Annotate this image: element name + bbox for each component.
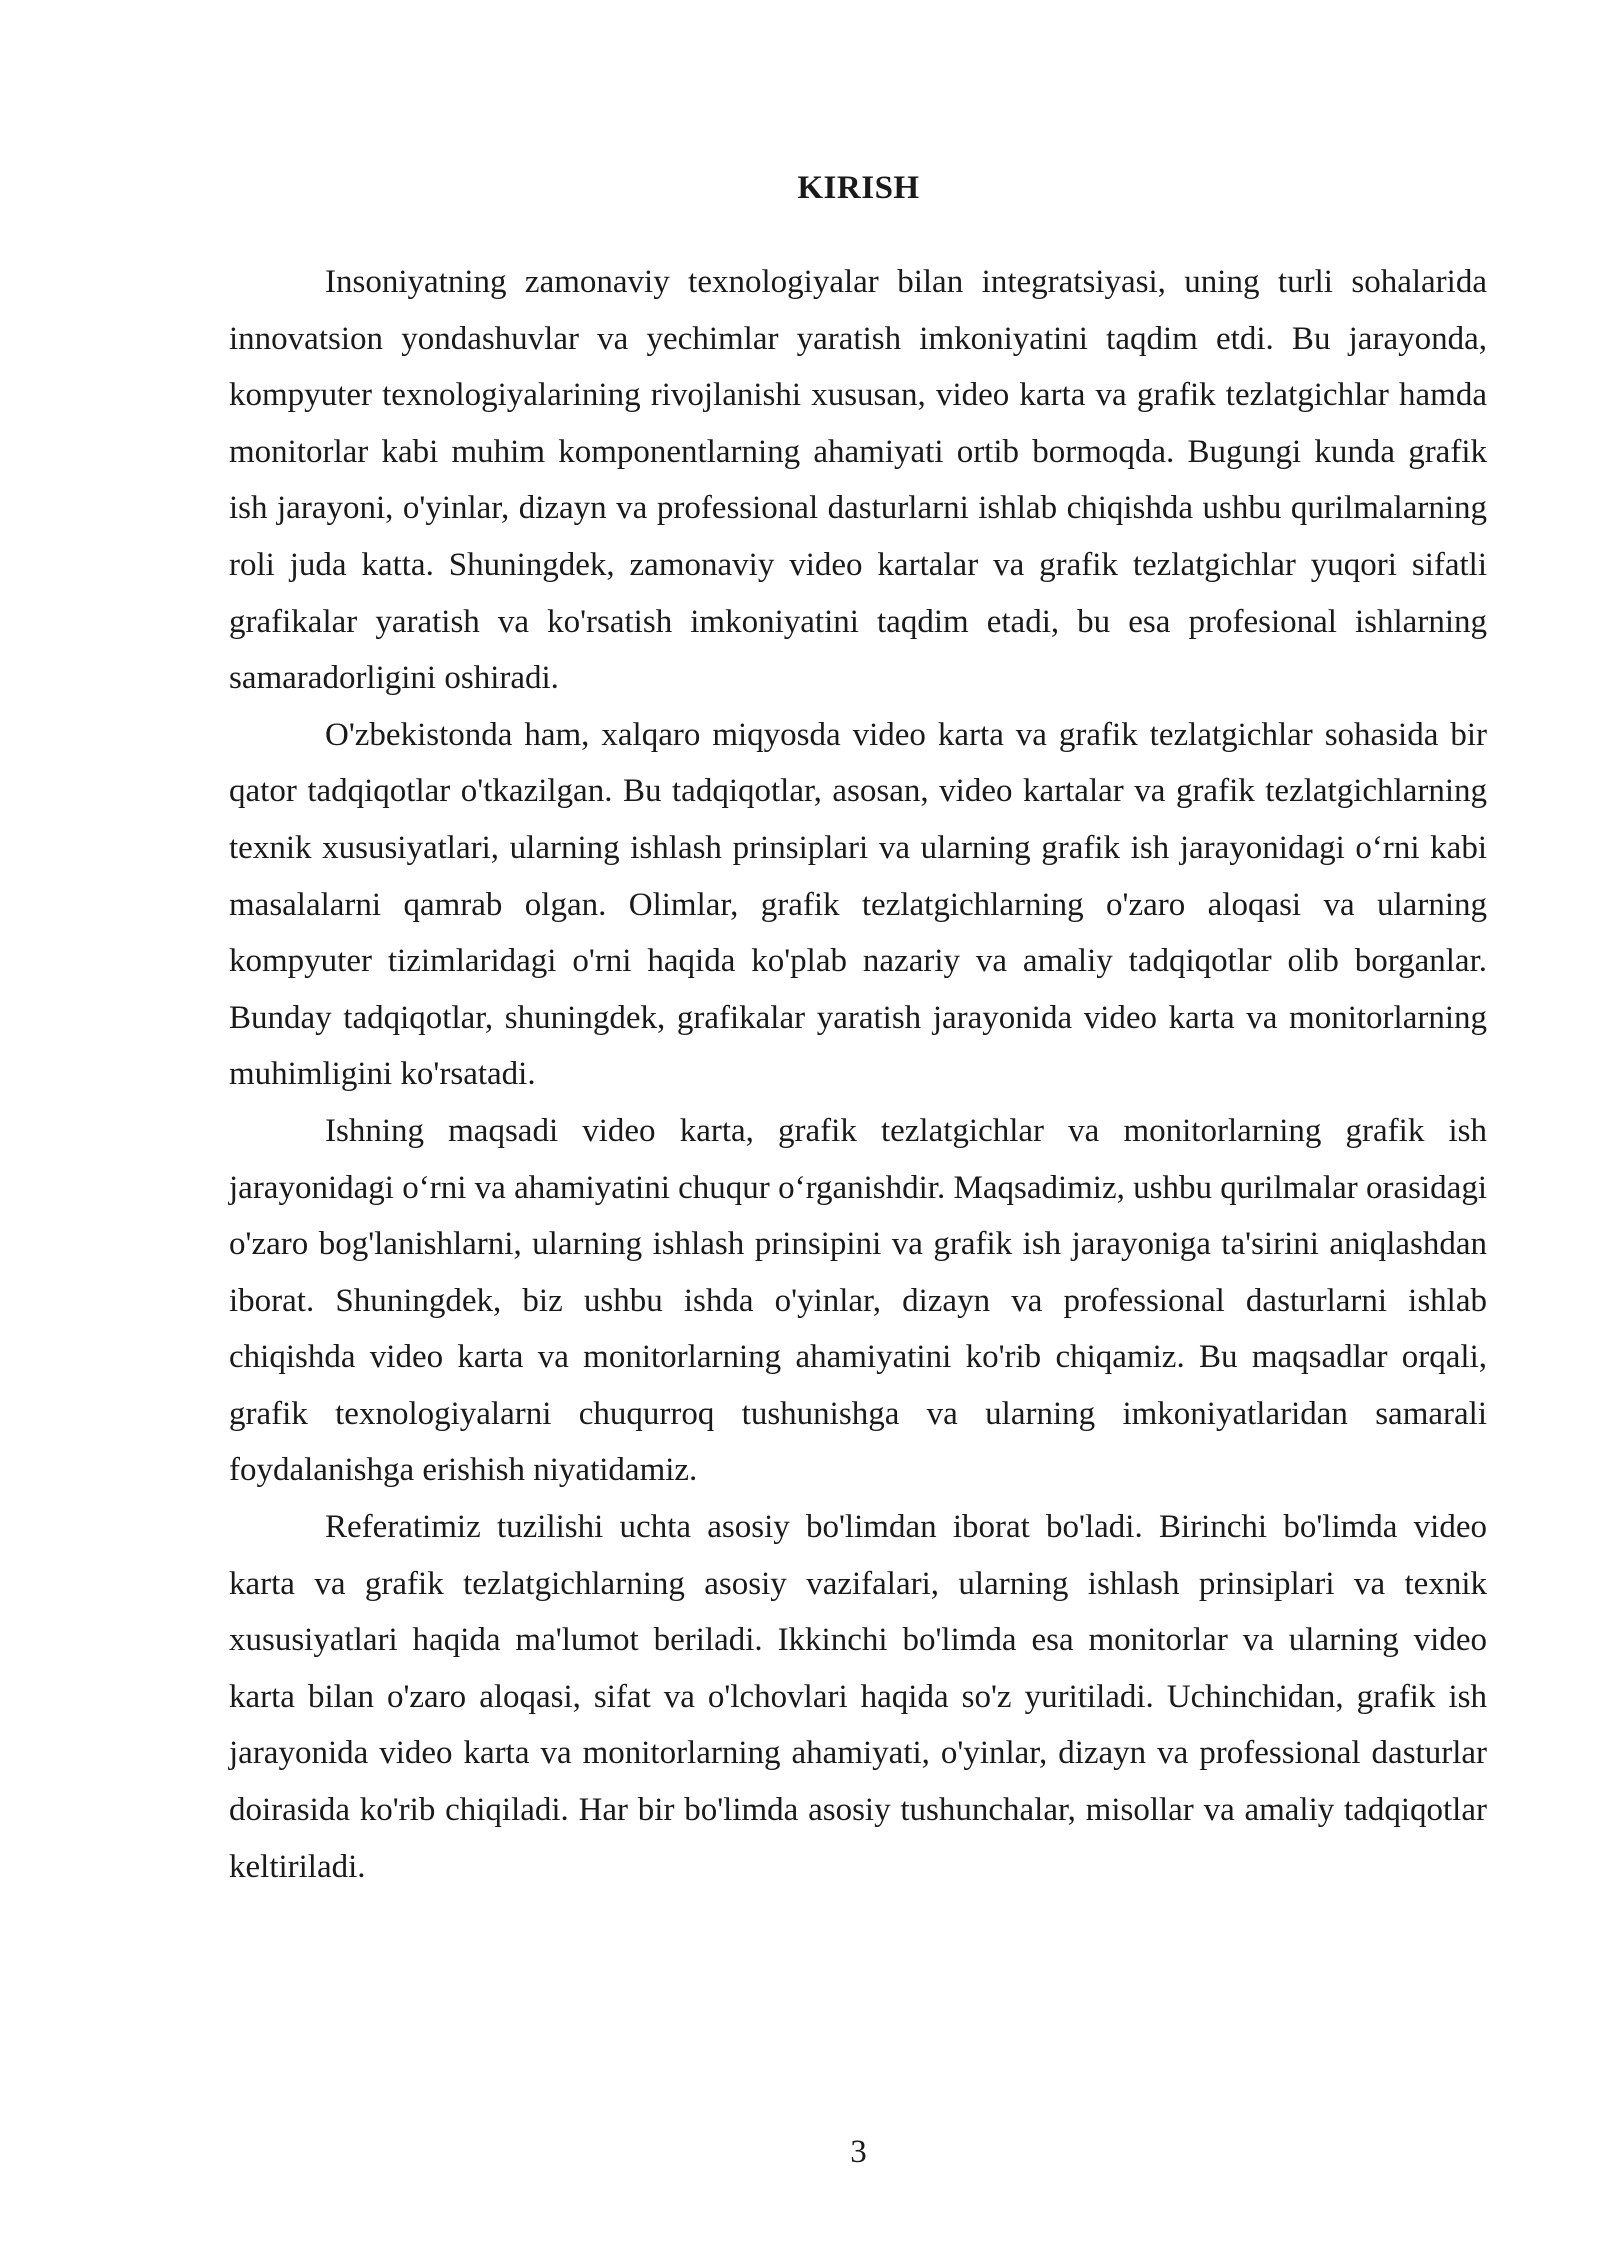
paragraph-structure: Referatimiz tuzilishi uchta asosiy bo'limdan iborat bo'ladi. Birinchi bo'limda video karta va grafik tezlatgichlarning asosiy vazifalari, ularning ishlash prinsiplari va texnik xususiyatlari haqida ma'lumot beriladi. Ikkinchi bo'limda esa monitorlar va ularning video karta bilan o'zaro aloqasi, sifat va o'lchovlari haqida so'z yuritiladi. Uchinchidan, grafik ish jarayonida video karta va monitorlarning ahamiyati, o'yinlar, dizayn va professional dasturlar doirasida ko'rib chiqiladi. Har bir bo'limda asosiy tushunchalar, misollar va amaliy tadqiqotlar keltiriladi. xyxy=(229,1509,1487,1885)
paragraph-goal: Ishning maqsadi video karta, grafik tezlatgichlar va monitorlarning grafik ish jarayonidagi o‘rni va ahamiyatini chuqur o‘rganishdir. Maqsadimiz, ushbu qurilmalar orasidagi o'zaro bog'lanishlarni, ularning ishlash prinsipini va grafik ish jarayoniga ta'sirini aniqlashdan iborat. Shuningdek, biz ushbu ishda o'yinlar, dizayn va professional dasturlarni ishlab chiqishda video karta va monitorlarning ahamiyatini ko'rib chiqamiz. Bu maqsadlar orqali, grafik texnologiyalarni chuqurroq tushunishga va ularning imkoniyatlaridan samarali foydalanishga erishish niyatidamiz. xyxy=(229,1112,1487,1489)
paragraph-introduction: Insoniyatning zamonaviy texnologiyalar bilan integratsiyasi, uning turli sohalarida innovatsion yondashuvlar va yechimlar yaratish imkoniyatini taqdim etdi. Bu jarayonda, kompyuter texnologiyalarining rivojlanishi xususan, video karta va grafik tezlatgichlar hamda monitorlar kabi muhim komponentlarning ahamiyati ortib bormoqda. Bugungi kunda grafik ish jarayoni, o'yinlar, dizayn va professional dasturlarni ishlab chiqishda ushbu qurilmalarning roli juda katta. Shuningdek, zamonaviy video kartalar va grafik tezlatgichlar yuqori sifatli grafikalar yaratish va ko'rsatish imkoniyatini taqdim etadi, bu esa profesional ishlarning samaradorligini oshiradi. xyxy=(229,264,1487,697)
section-heading: KIRISH xyxy=(797,170,920,206)
body-text xyxy=(229,254,1487,1895)
paragraph-research-review: O'zbekistonda ham, xalqaro miqyosda video karta va grafik tezlatgichlar sohasida bir qator tadqiqotlar o'tkazilgan. Bu tadqiqotlar, asosan, video kartalar va grafik tezlatgichlarning texnik xususiyatlari, ularning ishlash prinsiplari va ularning grafik ish jarayonidagi o‘rni kabi masalalarni qamrab olgan. Olimlar, grafik tezlatgichlarning o'zaro aloqasi va ularning kompyuter tizimlaridagi o'rni haqida ko'plab nazariy va amaliy tadqiqotlar olib borganlar. Bunday tadqiqotlar, shuningdek, grafikalar yaratish jarayonida video karta va monitorlarning muhimligini ko'rsatadi. xyxy=(229,716,1487,1093)
page-number: 3 xyxy=(850,2134,867,2170)
